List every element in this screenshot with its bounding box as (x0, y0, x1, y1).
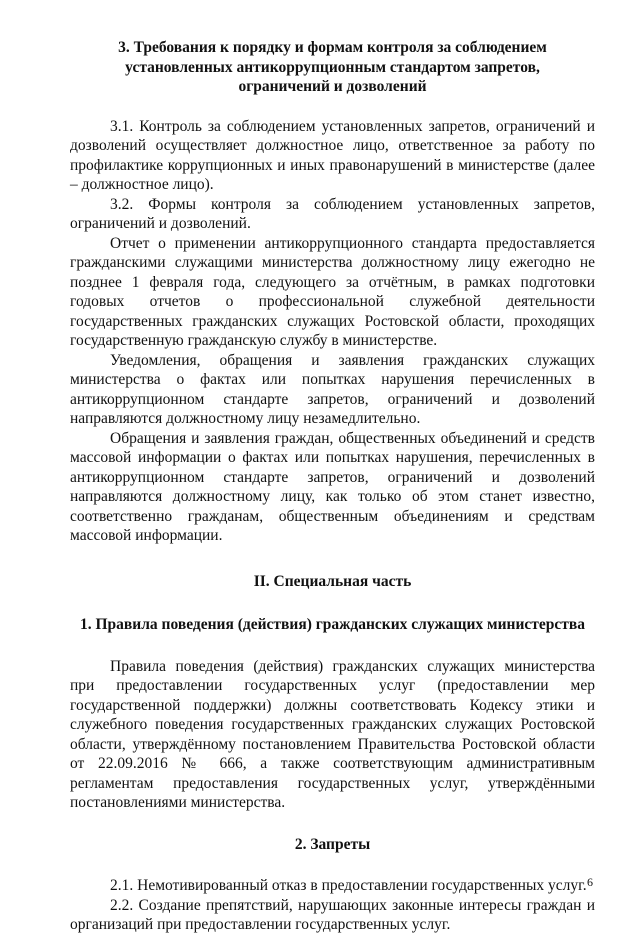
paragraph-3-1: 3.1. Контроль за соблюдением установленных запретов, ограничений и дозволений осуществляет должностное лицо, ответственное за работу по профилактике коррупционных и иных правонарушений в министерстве (далее – должностное лицо). (70, 117, 595, 193)
paragraph-report: Отчет о применении антикоррупционного стандарта предоставляется гражданскими служащими министерства должностному лицу ежегодно не позднее 1 февраля года, следующего за отчётным, в рамках подготовки годовых отчетов о профессиональной служебной деятельности государственных гражданских служащих Ростовской области, проходящих государственную гражданскую службу в министерстве. (70, 234, 595, 349)
section-3-heading (70, 38, 595, 97)
paragraph-2-1: 2.1. Немотивированный отказ в предоставлении государственных услуг. (110, 877, 587, 894)
section-1-paragraphs (70, 657, 595, 813)
section-3-heading-line: 3. Требования к порядку и формам контроля за соблюдением (118, 39, 547, 56)
section-1-heading: 1. Правила поведения (действия) гражданских служащих министерства (79, 616, 585, 633)
paragraph-conduct-rules: Правила поведения (действия) гражданских служащих министерства при предоставлении государственных услуг (предоставлении мер государственной поддержки) должны соответствовать Кодексу этики и служебного поведения государственных гражданских служащих Ростовской области, утверждённому постановлением Правительства Ростовской области от 22.09.2016 № 666, а также соответствующим административным регламентам предоставления государственных услуг, утверждёнными постановлениями министерства. (70, 657, 595, 811)
section-3-heading-line: ограничений и дозволений (238, 78, 427, 95)
paragraph-3-2: 3.2. Формы контроля за соблюдением установленных запретов, ограничений и дозволений. (70, 195, 595, 232)
paragraph-2-2: 2.2. Создание препятствий, нарушающих законные интересы граждан и организаций при предоставлении государственных услуг. (70, 896, 595, 933)
paragraph-appeals: Обращения и заявления граждан, общественных объединений и средств массовой информации о фактах или попытках нарушения, перечисленных в антикоррупционном стандарте запретов, ограничений и дозволений направляются должностному лицу, как только об этом станет известно, соответственно гражданам, общественным объединениям и средствам массовой информации. (70, 429, 595, 544)
section-3-paragraphs (70, 117, 595, 546)
paragraph-notifications: Уведомления, обращения и заявления гражданских служащих министерства о фактах или попытках нарушения перечисленных в антикоррупционном стандарте запретов, ограничений и дозволений направляются должностному лицу незамедлительно. (70, 351, 595, 427)
section-2-paragraphs (70, 876, 595, 935)
part-2-heading: II. Специальная часть (253, 572, 412, 590)
document-body (70, 38, 595, 935)
section-3-heading-line: установленных антикоррупционным стандартом запретов, (125, 58, 540, 76)
section-2-heading: 2. Запреты (294, 835, 371, 853)
page-number: 6 (587, 875, 593, 889)
